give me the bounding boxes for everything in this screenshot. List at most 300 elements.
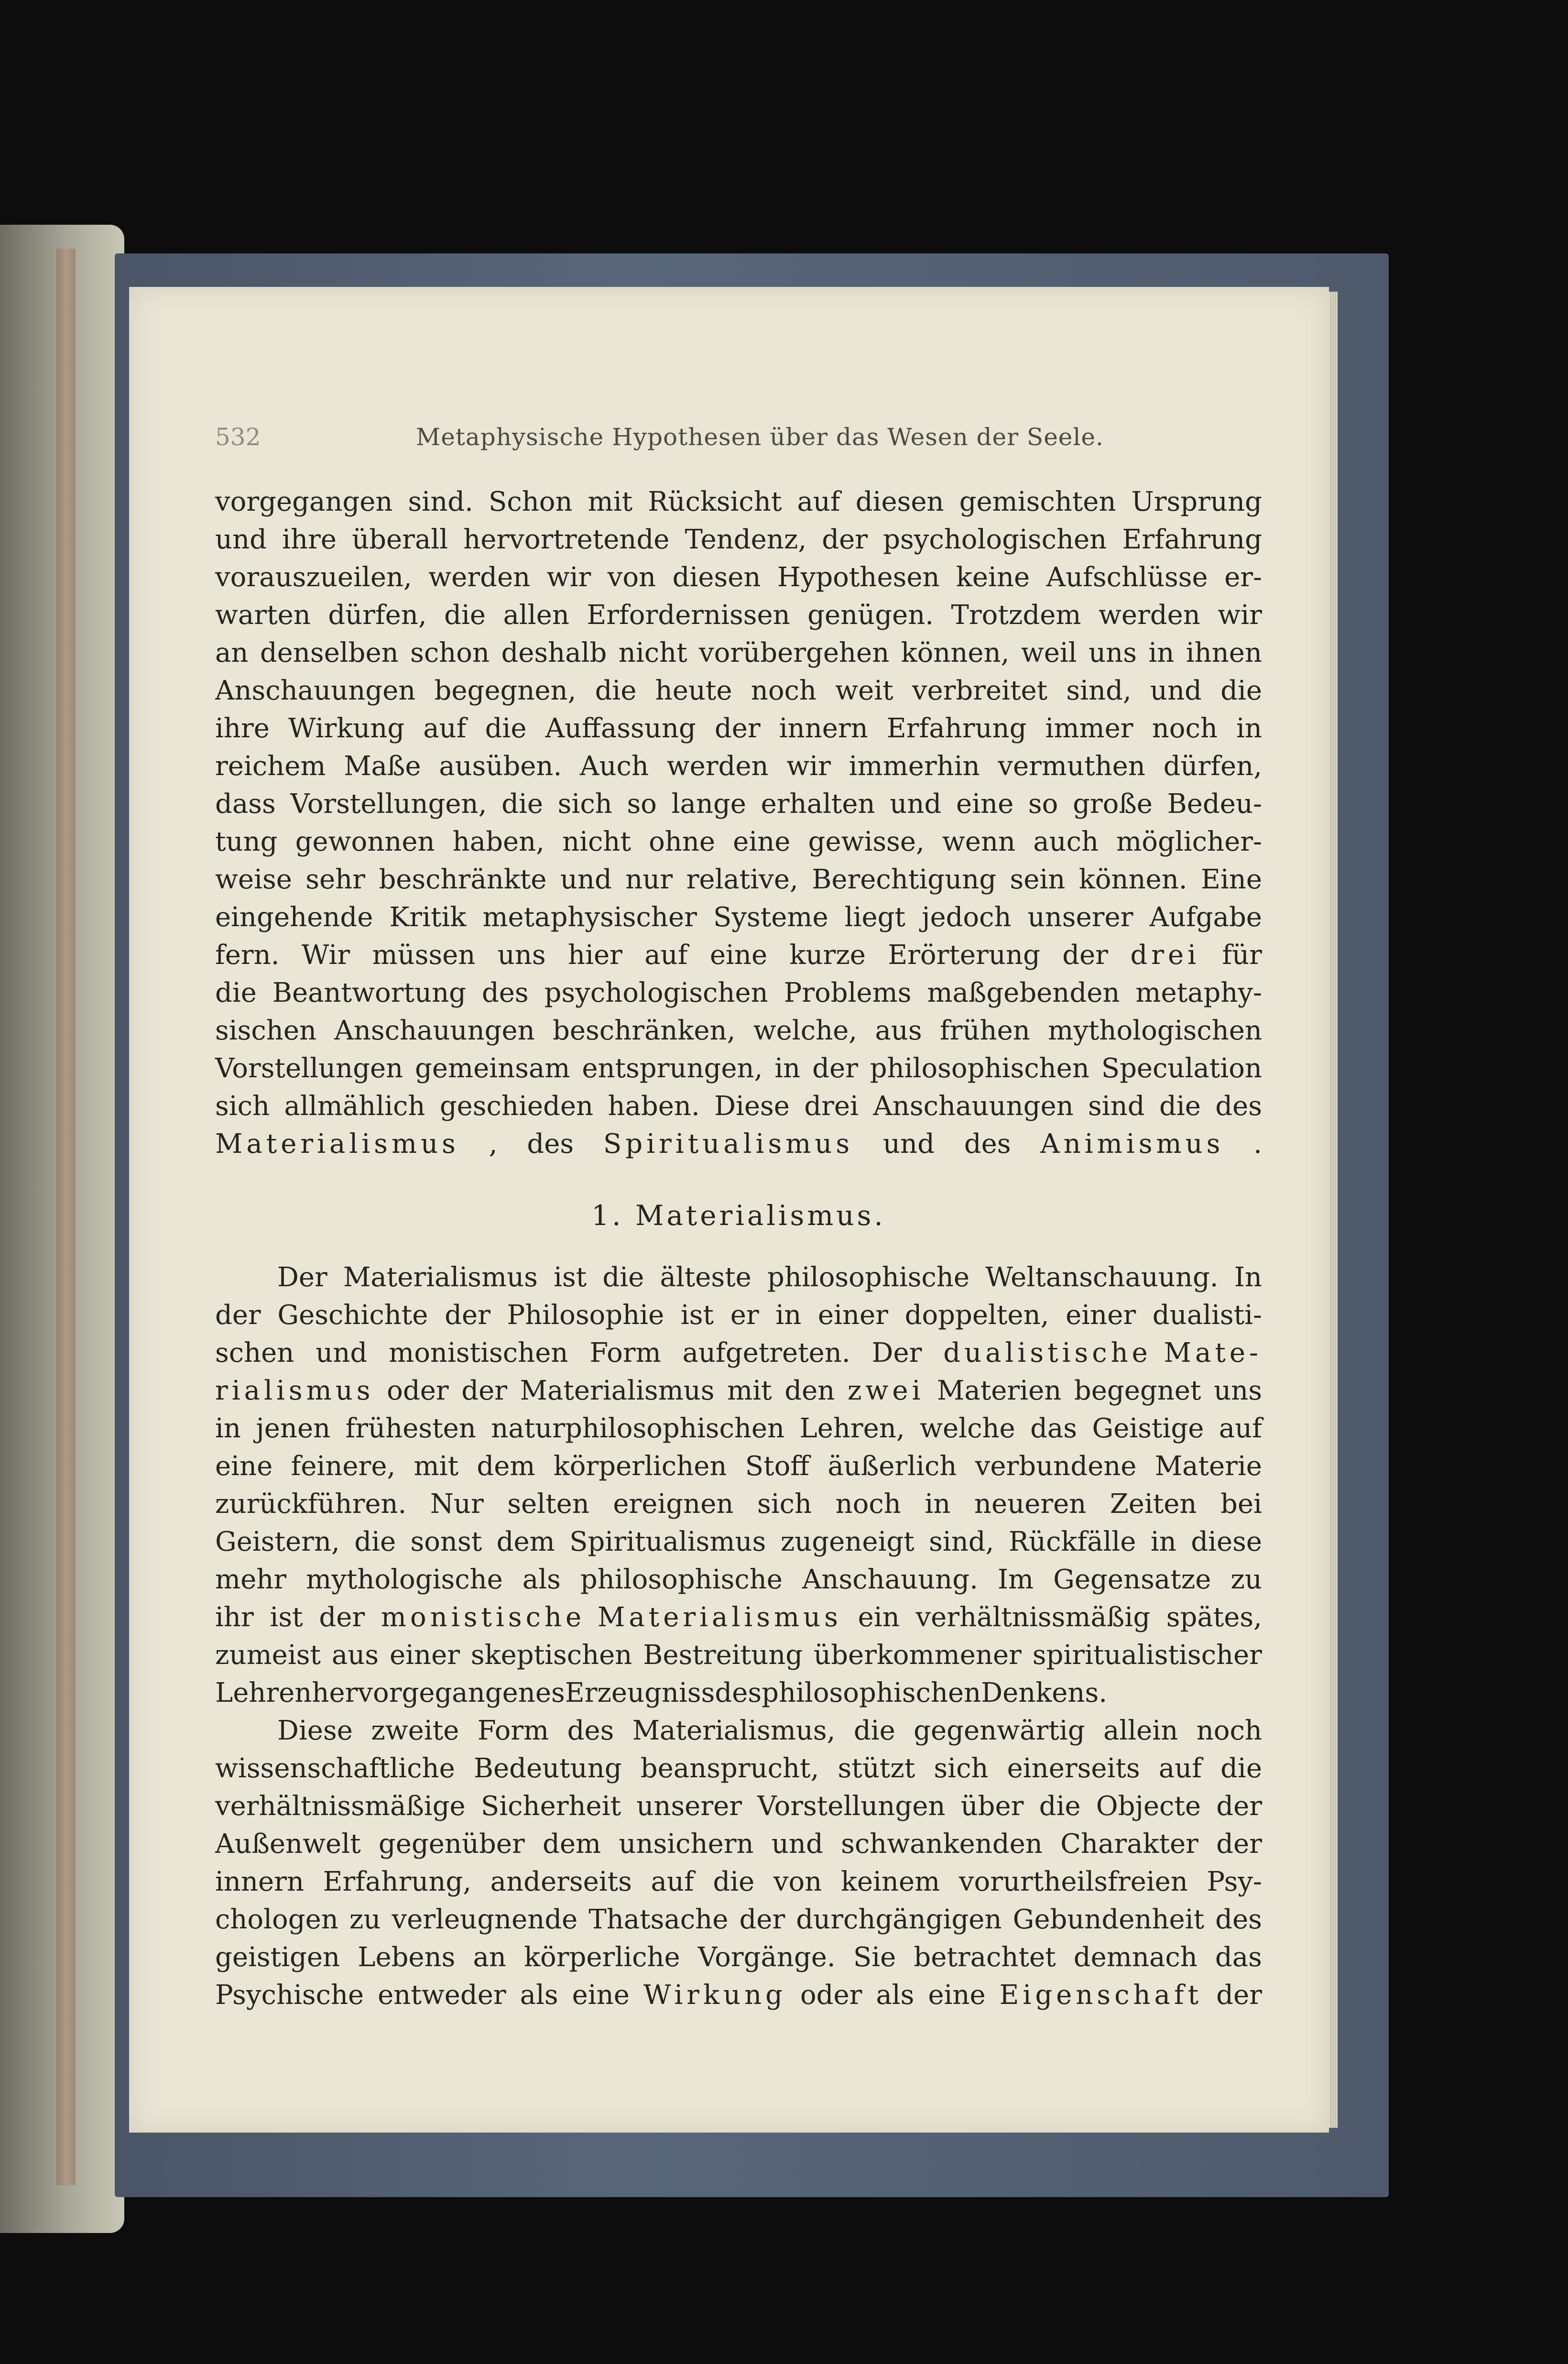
word: feinere, bbox=[291, 1451, 396, 1482]
word: einer bbox=[389, 1640, 460, 1671]
word: an bbox=[473, 1942, 506, 1973]
text-line bbox=[215, 1976, 1262, 2014]
word: dürfen, bbox=[328, 600, 427, 631]
word: das bbox=[1215, 1942, 1262, 1973]
word: eine bbox=[572, 1980, 630, 2011]
emphasized-term: zwei bbox=[847, 1375, 925, 1406]
paragraph-materialism-second-form bbox=[215, 1712, 1262, 2014]
word: die bbox=[1220, 1753, 1262, 1784]
word: können, bbox=[901, 637, 1010, 668]
word: geistigen bbox=[215, 1942, 340, 1973]
word: ist bbox=[270, 1602, 303, 1633]
text-line bbox=[215, 1674, 1262, 1712]
word: Hypothesen bbox=[777, 562, 940, 593]
word: sonst bbox=[410, 1526, 482, 1557]
word: Berechtigung bbox=[812, 864, 997, 895]
word: mehr bbox=[215, 1564, 287, 1595]
page-number: 532 bbox=[215, 423, 261, 451]
word: für bbox=[1222, 940, 1262, 971]
word: große bbox=[1073, 788, 1153, 820]
word: zumeist bbox=[215, 1640, 321, 1671]
word: Thatsache bbox=[588, 1904, 729, 1935]
word: uns bbox=[497, 940, 546, 971]
word: Tendenz, bbox=[685, 524, 807, 555]
word: Geistige bbox=[1092, 1413, 1204, 1444]
text-line bbox=[215, 1012, 1262, 1050]
word: möglicher- bbox=[1116, 826, 1262, 857]
word: als bbox=[876, 1980, 915, 2011]
word: Systeme bbox=[713, 902, 828, 933]
word: keinem bbox=[840, 1866, 940, 1897]
word: auf bbox=[651, 1866, 694, 1897]
word: stützt bbox=[838, 1753, 915, 1784]
word: Diese bbox=[714, 1091, 790, 1122]
text-line bbox=[215, 747, 1262, 785]
word: so bbox=[1028, 788, 1058, 820]
word: wenn bbox=[942, 826, 1016, 857]
word: auf bbox=[797, 486, 840, 517]
word: allein bbox=[1103, 1715, 1178, 1746]
word: hervorgegangenes bbox=[312, 1677, 565, 1708]
word: Erzeugniss bbox=[565, 1677, 715, 1708]
word: und bbox=[882, 1128, 935, 1160]
emphasized-term: Animismus bbox=[1040, 1128, 1224, 1160]
word: schwankenden bbox=[841, 1828, 1043, 1860]
word: der bbox=[461, 1375, 507, 1406]
text-line bbox=[215, 558, 1262, 596]
word: begegnet bbox=[1074, 1375, 1201, 1406]
text-line bbox=[215, 974, 1262, 1012]
word: Lehren, bbox=[799, 1413, 905, 1444]
word: wir bbox=[1218, 600, 1262, 631]
emphasized-term: drei bbox=[1130, 940, 1200, 971]
word: noch bbox=[751, 675, 817, 706]
word: die bbox=[1159, 1091, 1201, 1122]
emphasized-term: Materialismus bbox=[215, 1128, 459, 1160]
word: sind bbox=[1088, 1091, 1145, 1122]
word: Anschauungen bbox=[873, 1091, 1074, 1122]
word: maßgebenden bbox=[927, 977, 1120, 1008]
word: nur bbox=[625, 864, 673, 895]
word: überall bbox=[352, 524, 448, 555]
text-line bbox=[215, 1372, 1262, 1410]
word: wir bbox=[546, 562, 591, 593]
text-line bbox=[215, 1750, 1262, 1787]
body-text bbox=[215, 483, 1262, 2014]
word: unserer bbox=[636, 1791, 742, 1822]
word: genügen. bbox=[807, 600, 934, 631]
word: hervortretende bbox=[463, 524, 670, 555]
word: diesen bbox=[855, 486, 944, 517]
word: welche bbox=[920, 1413, 1015, 1444]
word: Vorstellungen bbox=[757, 1791, 946, 1822]
word: zu bbox=[1230, 1564, 1262, 1595]
word: bei bbox=[1220, 1488, 1262, 1520]
word: verbreitet bbox=[912, 675, 1048, 706]
word: Anschauung. bbox=[802, 1564, 978, 1595]
word: sich bbox=[757, 1488, 812, 1520]
word: gegenüber bbox=[378, 1828, 525, 1860]
word: dualisti- bbox=[1152, 1300, 1262, 1331]
word: haben, bbox=[452, 826, 544, 857]
word: eingehende bbox=[215, 902, 373, 933]
text-line bbox=[215, 1636, 1262, 1674]
word: der bbox=[1062, 940, 1108, 971]
word: spiritualistischer bbox=[1032, 1640, 1262, 1671]
word: noch bbox=[1196, 1715, 1262, 1746]
word: eine bbox=[215, 1451, 273, 1482]
word: Denkens. bbox=[981, 1677, 1108, 1708]
word: Erfahrung bbox=[1122, 524, 1262, 555]
word: philosophische bbox=[767, 1262, 970, 1293]
word: Vorstellungen bbox=[215, 1053, 403, 1084]
word: betrachtet bbox=[914, 1942, 1056, 1973]
emphasized-term: Eigenschaft bbox=[999, 1980, 1203, 2011]
word: verhältnissmäßige bbox=[215, 1791, 466, 1822]
word: verleugnende bbox=[392, 1904, 578, 1935]
text-line bbox=[215, 1863, 1262, 1901]
word: vermuthen bbox=[998, 751, 1145, 782]
word: lange bbox=[671, 788, 746, 820]
word: entweder bbox=[378, 1980, 506, 2011]
word: die bbox=[1039, 1791, 1081, 1822]
word: des bbox=[481, 977, 529, 1008]
word: Bedeutung bbox=[473, 1753, 622, 1784]
word: Kritik bbox=[389, 902, 467, 933]
text-line bbox=[215, 1561, 1262, 1598]
word: wissenschaftliche bbox=[215, 1753, 455, 1784]
word: Wirkung bbox=[288, 713, 405, 744]
word: aus bbox=[875, 1015, 922, 1046]
word: metaphy- bbox=[1135, 977, 1262, 1008]
word: oder bbox=[387, 1375, 449, 1406]
word: beschränken, bbox=[553, 1015, 736, 1046]
word: gewisse, bbox=[808, 826, 925, 857]
word: die bbox=[713, 1866, 755, 1897]
word: älteste bbox=[660, 1262, 751, 1293]
word: hier bbox=[568, 940, 622, 971]
word: von bbox=[773, 1866, 822, 1897]
word: der bbox=[1216, 1791, 1262, 1822]
word: ihnen bbox=[1186, 637, 1262, 668]
word: dem bbox=[496, 1526, 555, 1557]
text-line bbox=[215, 521, 1262, 558]
emphasized-term: Wirkung bbox=[643, 1980, 786, 2011]
word: das bbox=[1030, 1413, 1078, 1444]
word: sich bbox=[934, 1753, 989, 1784]
word: denselben bbox=[260, 637, 399, 668]
word: sich bbox=[215, 1091, 270, 1122]
word: in bbox=[925, 1488, 951, 1520]
word: beansprucht, bbox=[640, 1753, 819, 1784]
word: doppelten, bbox=[904, 1300, 1049, 1331]
word: innern bbox=[215, 1866, 305, 1897]
facing-page-edge bbox=[56, 249, 76, 2185]
word: Im bbox=[997, 1564, 1034, 1595]
word: mythologische bbox=[306, 1564, 503, 1595]
word: des bbox=[715, 1677, 762, 1708]
word: Wir bbox=[301, 940, 350, 971]
word: über bbox=[960, 1791, 1024, 1822]
word: und bbox=[771, 1828, 823, 1860]
text-line bbox=[215, 1825, 1262, 1863]
word: uns bbox=[1214, 1375, 1262, 1406]
word: Stoff bbox=[745, 1451, 810, 1482]
word: Speculation bbox=[1101, 1053, 1262, 1084]
word: zugeneigt bbox=[780, 1526, 915, 1557]
word: Rücksicht bbox=[648, 486, 782, 517]
word: Aufgabe bbox=[1149, 902, 1262, 933]
word: Diese bbox=[277, 1715, 353, 1746]
word: ohne bbox=[649, 826, 716, 857]
word: vorübergehen bbox=[699, 637, 890, 668]
word: mit bbox=[588, 486, 633, 517]
word: Objecte bbox=[1096, 1791, 1201, 1822]
word: fern. bbox=[215, 940, 280, 971]
word: sischen bbox=[215, 1015, 317, 1046]
word: anderseits bbox=[490, 1866, 632, 1897]
word: gemischten bbox=[959, 486, 1116, 517]
text-line bbox=[215, 596, 1262, 634]
word: , bbox=[489, 1128, 498, 1160]
word: werden bbox=[1098, 600, 1200, 631]
text-line bbox=[215, 1050, 1262, 1087]
word: oder bbox=[800, 1980, 862, 2011]
word: Vorstellungen, bbox=[290, 788, 487, 820]
word: vorgegangen bbox=[215, 486, 393, 517]
word: nicht bbox=[618, 637, 687, 668]
word: eine bbox=[928, 1980, 986, 2011]
word: so bbox=[627, 788, 657, 820]
word: der bbox=[822, 524, 868, 555]
word: vorauszueilen, bbox=[215, 562, 412, 593]
word: aufgetreten. bbox=[682, 1337, 850, 1368]
word: auf bbox=[1158, 1753, 1202, 1784]
word: welche, bbox=[753, 1015, 858, 1046]
word: Der bbox=[277, 1262, 327, 1293]
text-line bbox=[215, 1523, 1262, 1561]
text-line bbox=[215, 1901, 1262, 1938]
text-line bbox=[215, 1410, 1262, 1447]
word: frühesten bbox=[345, 1413, 476, 1444]
word: des bbox=[527, 1128, 574, 1160]
word: dass bbox=[215, 788, 276, 820]
word: ihre bbox=[215, 713, 270, 744]
word: sich bbox=[557, 788, 612, 820]
word: psychologischen bbox=[883, 524, 1107, 555]
text-line bbox=[215, 1125, 1262, 1163]
word: der bbox=[714, 713, 761, 744]
word: in bbox=[1148, 637, 1175, 668]
word: Eine bbox=[1200, 864, 1262, 895]
book-page bbox=[129, 287, 1329, 2133]
word: gewonnen bbox=[295, 826, 435, 857]
word: keine bbox=[956, 562, 1030, 593]
word: wir bbox=[786, 751, 831, 782]
word: er- bbox=[1224, 562, 1262, 593]
word: Lebens bbox=[358, 1942, 456, 1973]
word: noch bbox=[1152, 713, 1218, 744]
word: Auffassung bbox=[545, 713, 696, 744]
word: und bbox=[560, 864, 612, 895]
word: Anschauungen bbox=[334, 1015, 535, 1046]
word: die bbox=[595, 675, 637, 706]
word: die bbox=[215, 977, 257, 1008]
word: der bbox=[739, 1904, 785, 1935]
emphasized-term: dualistische Mate- bbox=[943, 1337, 1262, 1368]
word: allmählich bbox=[284, 1091, 425, 1122]
word: haben. bbox=[608, 1091, 700, 1122]
word: Trotzdem bbox=[951, 600, 1081, 631]
word: nicht bbox=[562, 826, 631, 857]
word: Außenwelt bbox=[215, 1828, 361, 1860]
word: Gegensatze bbox=[1053, 1564, 1211, 1595]
word: einer bbox=[1066, 1300, 1136, 1331]
word: Schon bbox=[489, 486, 573, 517]
word: Problems bbox=[784, 977, 912, 1008]
text-line bbox=[215, 785, 1262, 823]
word: diesen bbox=[672, 562, 761, 593]
word: immerhin bbox=[849, 751, 980, 782]
word: der bbox=[445, 1300, 490, 1331]
word: sehr bbox=[305, 864, 366, 895]
word: er bbox=[730, 1300, 759, 1331]
word: In bbox=[1234, 1262, 1262, 1293]
page-header bbox=[215, 423, 1267, 457]
word: der bbox=[1216, 1828, 1262, 1860]
section-heading: 1. Materialismus. bbox=[591, 1199, 886, 1232]
word: eine bbox=[733, 826, 791, 857]
word: ihr bbox=[215, 1602, 254, 1633]
word: Erfordernissen bbox=[587, 600, 790, 631]
word: Nur bbox=[430, 1488, 484, 1520]
word: Bedeu- bbox=[1167, 788, 1262, 820]
word: dem bbox=[543, 1828, 601, 1860]
word: Form bbox=[477, 1715, 549, 1746]
word: in bbox=[1236, 713, 1262, 744]
emphasized-term: monistische Materialismus bbox=[381, 1602, 842, 1633]
word: drei bbox=[804, 1091, 859, 1122]
word: philosophische bbox=[580, 1564, 783, 1595]
paragraph-introduction bbox=[215, 483, 1262, 1163]
word: unserer bbox=[1027, 902, 1133, 933]
word: noch bbox=[835, 1488, 901, 1520]
word: schen bbox=[215, 1337, 294, 1368]
word: Sicherheit bbox=[480, 1791, 621, 1822]
word: selten bbox=[507, 1488, 589, 1520]
word: sind. bbox=[408, 486, 473, 517]
word: philosophischen bbox=[762, 1677, 981, 1708]
word: ereignen bbox=[613, 1488, 734, 1520]
text-line bbox=[215, 1712, 1262, 1750]
word: diese bbox=[1191, 1526, 1262, 1557]
word: die bbox=[1220, 675, 1262, 706]
word: körperlichen bbox=[553, 1451, 727, 1482]
word: jenen bbox=[256, 1413, 331, 1444]
word: Erfahrung bbox=[886, 713, 1027, 744]
word: Beantwortung bbox=[272, 977, 466, 1008]
word: heute bbox=[655, 675, 732, 706]
word: durchgängigen bbox=[796, 1904, 1002, 1935]
word: dürfen, bbox=[1163, 751, 1262, 782]
word: Psychische bbox=[215, 1980, 364, 2011]
text-line bbox=[215, 1087, 1262, 1125]
word: weit bbox=[835, 675, 893, 706]
word: jedoch bbox=[922, 902, 1012, 933]
word: des bbox=[567, 1715, 614, 1746]
word: auf bbox=[644, 940, 688, 971]
word: werden bbox=[428, 562, 531, 593]
word: neueren bbox=[974, 1488, 1087, 1520]
text-line bbox=[215, 1296, 1262, 1334]
text-line bbox=[215, 1259, 1262, 1296]
word: verhältnissmäßig bbox=[915, 1602, 1151, 1633]
word: verbundene bbox=[975, 1451, 1137, 1482]
word: Auch bbox=[580, 751, 649, 782]
word: des bbox=[964, 1128, 1011, 1160]
word: Bestreitung bbox=[643, 1640, 803, 1671]
text-line bbox=[215, 634, 1262, 672]
word: der bbox=[319, 1602, 365, 1633]
word: relative, bbox=[686, 864, 798, 895]
word: tung bbox=[215, 826, 278, 857]
word: gemeinsam bbox=[415, 1053, 570, 1084]
word: naturphilosophischen bbox=[491, 1413, 785, 1444]
word: liegt bbox=[844, 902, 905, 933]
word: eine bbox=[709, 940, 768, 971]
word: und bbox=[215, 524, 267, 555]
word: auf bbox=[1219, 1413, 1262, 1444]
word: und bbox=[1150, 675, 1202, 706]
word: allen bbox=[503, 600, 569, 631]
word: zurückführen. bbox=[215, 1488, 407, 1520]
word: Psy- bbox=[1207, 1866, 1262, 1897]
word: kurze bbox=[789, 940, 866, 971]
word: der bbox=[812, 1053, 858, 1084]
word: mit bbox=[414, 1451, 459, 1482]
word: frühen bbox=[939, 1015, 1030, 1046]
emphasized-term: rialismus bbox=[215, 1375, 374, 1406]
word: als bbox=[522, 1564, 561, 1595]
word: einer bbox=[817, 1300, 888, 1331]
word: Philosophie bbox=[507, 1300, 664, 1331]
word: Weltanschauung. bbox=[985, 1262, 1219, 1293]
word: ein bbox=[858, 1602, 900, 1633]
text-line bbox=[215, 1787, 1262, 1825]
word: unsichern bbox=[619, 1828, 754, 1860]
word: sein bbox=[1010, 864, 1066, 895]
text-line bbox=[215, 823, 1262, 861]
word: Erfahrung, bbox=[323, 1866, 472, 1897]
word: Ursprung bbox=[1131, 486, 1262, 517]
word: warten bbox=[215, 600, 311, 631]
word: beschränkte bbox=[379, 864, 547, 895]
word: sind, bbox=[929, 1526, 994, 1557]
word: Lehren bbox=[215, 1677, 312, 1708]
word: Rückfälle bbox=[1008, 1526, 1136, 1557]
word: entsprungen, bbox=[582, 1053, 763, 1084]
word: Form bbox=[589, 1337, 661, 1368]
word: können. bbox=[1078, 864, 1187, 895]
word: dem bbox=[477, 1451, 535, 1482]
word: ihre bbox=[282, 524, 337, 555]
word: in bbox=[1150, 1526, 1176, 1557]
text-line bbox=[215, 898, 1262, 936]
word: uns bbox=[1089, 637, 1137, 668]
word: Materie bbox=[1154, 1451, 1262, 1482]
text-line bbox=[215, 1485, 1262, 1523]
word: psychologischen bbox=[544, 977, 768, 1008]
